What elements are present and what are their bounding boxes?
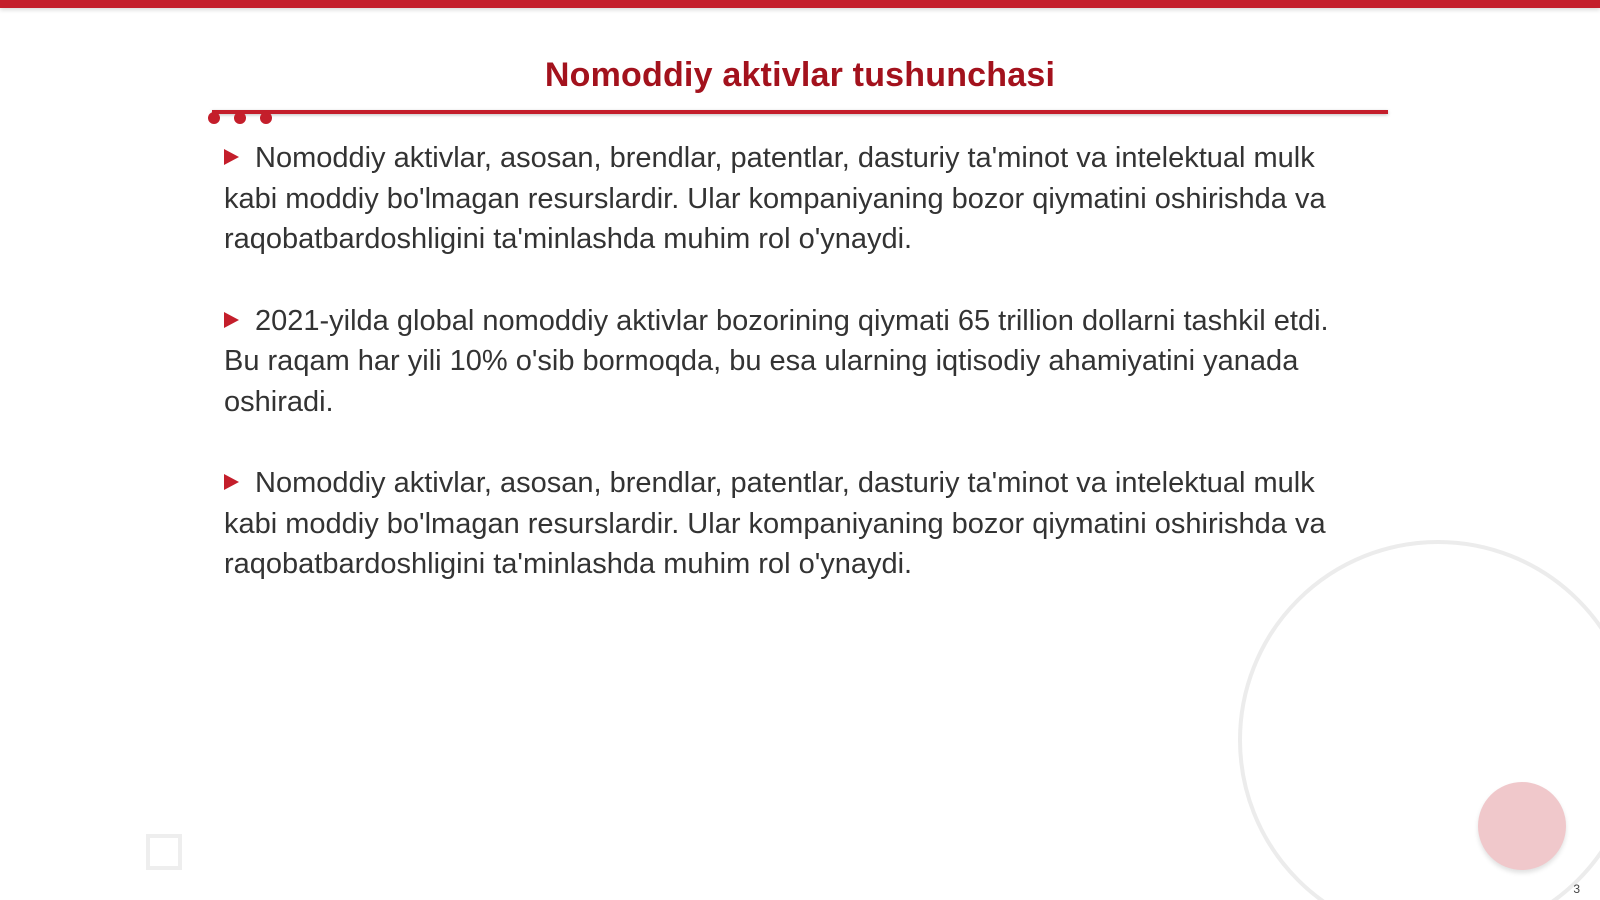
- decor-dot: [208, 112, 220, 124]
- decor-square: [146, 834, 182, 870]
- bullet-text: Nomoddiy aktivlar, asosan, brendlar, patentlar, dasturiy ta'minot va intelektual mulk kabi moddiy bo'lmagan resurslardir. Ular kompaniyaning bozor qiymatini oshirishda va raqobatbardoshligini ta'minlashda muhim rol o'ynaydi.: [224, 142, 1326, 255]
- slide-title: Nomoddiy aktivlar tushunchasi: [544, 56, 1056, 94]
- bullet-list: [224, 138, 1364, 626]
- triangle-right-icon: [224, 312, 239, 328]
- bullet-text: 2021-yilda global nomoddiy aktivlar bozorining qiymati 65 trillion dollarni tashkil etdi. Bu raqam har yili 10% o'sib bormoqda, bu esa ularning iqtisodiy ahamiyatini yanada oshiradi.: [224, 304, 1329, 418]
- bullet-item: [224, 301, 1364, 423]
- decor-dot: [260, 112, 272, 124]
- top-accent-bar: [0, 0, 1600, 8]
- bullet-item: [224, 463, 1364, 585]
- bullet-text: Nomoddiy aktivlar, asosan, brendlar, patentlar, dasturiy ta'minot va intelektual mulk kabi moddiy bo'lmagan resurslardir. Ular kompaniyaning bozor qiymatini oshirishda va raqobatbardoshligini ta'minlashda muhim rol o'ynaydi.: [224, 467, 1326, 580]
- title-underline: [212, 110, 1388, 114]
- decor-pink-circle: [1478, 782, 1566, 870]
- bullet-item: [224, 138, 1364, 260]
- triangle-right-icon: [224, 474, 239, 490]
- page-number: 3: [1573, 882, 1580, 896]
- triangle-right-icon: [224, 149, 239, 165]
- decor-dot: [234, 112, 246, 124]
